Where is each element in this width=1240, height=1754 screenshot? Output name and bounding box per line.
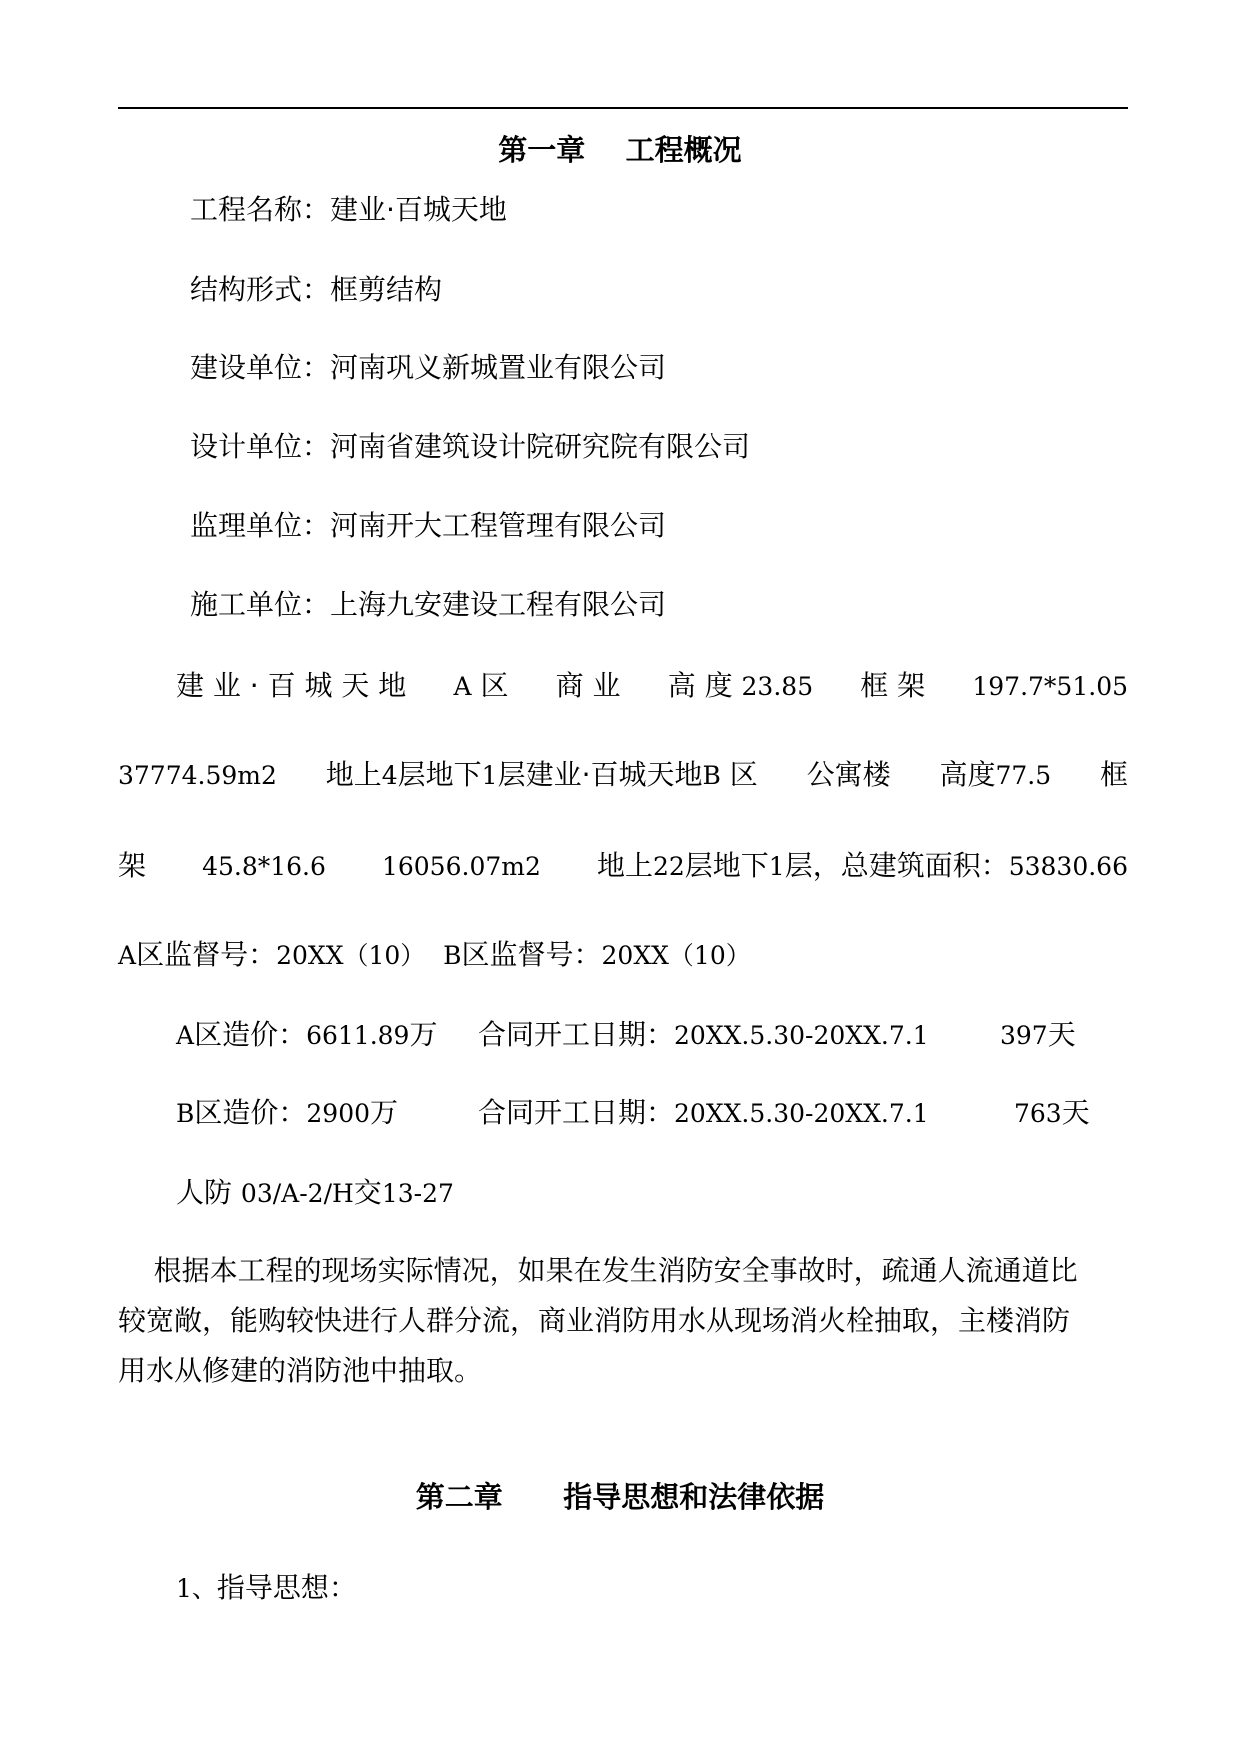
builder-unit: 建设单位：河南巩义新城置业有限公司 xyxy=(190,351,667,384)
section-1-heading: 1、指导思想： xyxy=(176,1571,357,1604)
structure-type: 结构形式：框剪结构 xyxy=(190,273,443,306)
zone-a-zone: A 区 xyxy=(453,669,509,702)
cost-b-label: B区造价：2900万 xyxy=(176,1096,399,1129)
zone-b-area: 16056.07m2 xyxy=(381,852,541,881)
zone-a-dims: 197.7*51.05 xyxy=(972,672,1128,701)
paragraph-line: 较宽敞，能购较快进行人群分流，商业消防用水从现场消火栓抽取，主楼消防 xyxy=(118,1304,1071,1337)
zone-a-line xyxy=(176,666,1128,707)
project-name: 工程名称：建业·百城天地 xyxy=(190,193,507,226)
cost-a-dates: 合同开工日期：20XX.5.30-20XX.7.1 xyxy=(478,1018,929,1051)
contractor-unit: 施工单位：上海九安建设工程有限公司 xyxy=(190,588,667,621)
zone-a-area: 37774.59m2 xyxy=(118,761,277,790)
fire-safety-paragraph xyxy=(118,1246,1128,1396)
zone-a-name: 建 业 · 百 城 天 地 xyxy=(176,669,407,702)
zone-b-dims: 45.8*16.6 xyxy=(202,852,326,881)
civil-defense-code: 人防 03/A-2/H交13-27 xyxy=(176,1176,454,1209)
zone-a-use: 商 业 xyxy=(555,669,621,702)
chapter-2-title: 第二章 指导思想和法律依据 xyxy=(415,1480,825,1514)
zone-b-structure-2: 架 xyxy=(118,849,147,882)
paragraph-line: 用水从修建的消防池中抽取。 xyxy=(118,1354,483,1387)
zone-a-floors: 地上4层地下1层建业·百城天地B 区 xyxy=(325,758,758,791)
design-unit: 设计单位：河南省建筑设计院研究院有限公司 xyxy=(190,430,751,463)
supervision-numbers: A区监督号：20XX（10） B区监督号：20XX（10） xyxy=(118,938,751,971)
zone-b-use: 公寓楼 xyxy=(806,758,891,791)
cost-b-dates: 合同开工日期：20XX.5.30-20XX.7.1 xyxy=(478,1096,929,1129)
zone-line-3 xyxy=(118,846,1128,887)
zone-a-height: 高 度 23.85 xyxy=(667,669,814,702)
zone-b-floors-total: 地上22层地下1层，总建筑面积：53830.66 xyxy=(596,849,1128,882)
supervision-unit: 监理单位：河南开大工程管理有限公司 xyxy=(190,509,667,542)
zone-line-2 xyxy=(118,755,1128,796)
zone-a-structure: 框 架 xyxy=(860,669,926,702)
zone-b-height: 高度77.5 xyxy=(939,758,1052,791)
cost-a-days: 397天 xyxy=(1000,1018,1076,1051)
cost-b-days: 763天 xyxy=(1014,1096,1090,1129)
cost-a-label: A区造价：6611.89万 xyxy=(176,1018,438,1051)
header-rule xyxy=(118,107,1128,109)
paragraph-line: 根据本工程的现场实际情况，如果在发生消防安全事故时，疏通人流通道比 xyxy=(118,1254,1078,1287)
chapter-1-title: 第一章 工程概况 xyxy=(498,133,742,167)
zone-b-structure-1: 框 xyxy=(1099,758,1128,791)
